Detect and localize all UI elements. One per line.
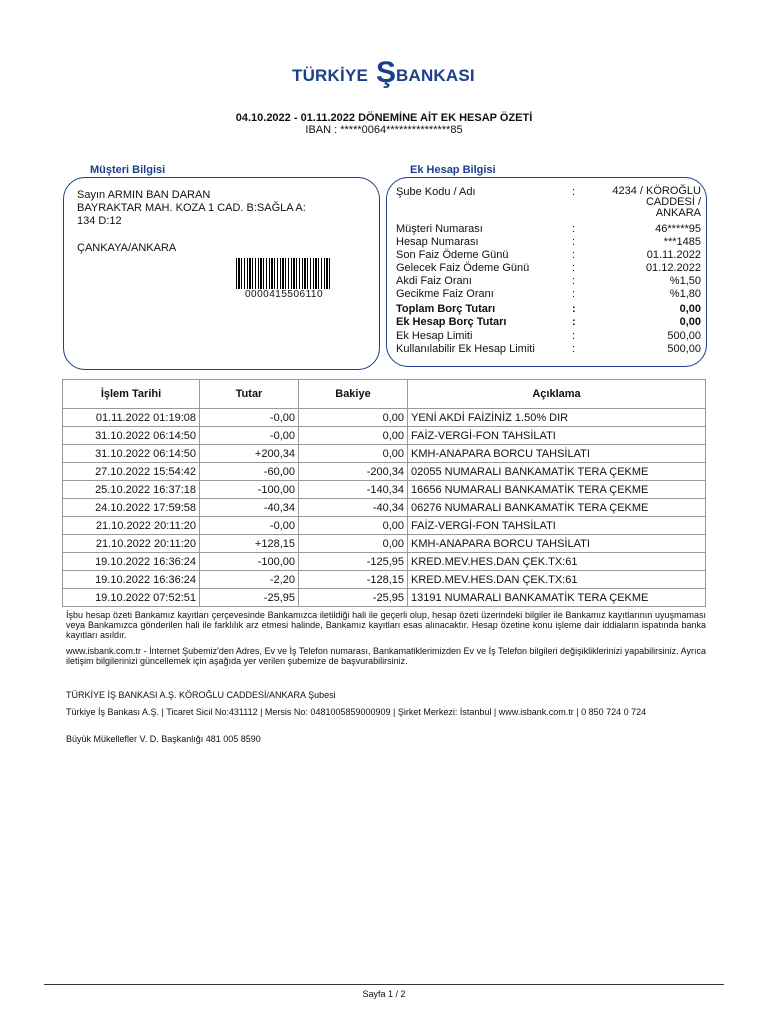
barcode-number: 0000415506110 [232,289,336,300]
info-separator: : [572,316,576,328]
table-row [63,463,706,481]
cell-date: 31.10.2022 06:14:50 [63,445,200,463]
info-value: 500,00 [667,343,701,355]
table-row [63,499,706,517]
cell-balance: 0,00 [299,409,408,427]
info-value: ***1485 [663,236,701,248]
cell-amount: -60,00 [200,463,299,481]
cell-date: 01.11.2022 01:19:08 [63,409,200,427]
cell-balance: -140,34 [299,481,408,499]
footer-divider [44,984,724,985]
cell-amount: -0,00 [200,427,299,445]
info-separator: : [572,236,576,248]
info-label: Ek Hesap Borç Tutarı [396,316,507,328]
info-value: 4234 / KÖROĞLU CADDESİ / ANKARA [612,185,701,219]
customer-section-heading: Müşteri Bilgisi [90,164,166,176]
cell-amount: -2,20 [200,571,299,589]
customer-info-box [63,177,380,370]
cell-description: 16656 NUMARALI BANKAMATİK TERA ÇEKME [408,481,706,499]
info-value: %1,80 [669,288,701,300]
account-section-heading: Ek Hesap Bilgisi [410,164,496,176]
table-row [63,427,706,445]
logo-text-right: BANKASI [396,66,475,85]
account-info-list [396,186,701,366]
info-value: 46*****95 [655,223,701,235]
table-row [63,481,706,499]
cell-balance: -25,95 [299,589,408,607]
barcode-image [236,258,332,290]
cell-balance: 0,00 [299,427,408,445]
info-label: Kullanılabilir Ek Hesap Limiti [396,343,535,355]
table-row [63,553,706,571]
customer-city: ÇANKAYA/ANKARA [77,242,177,254]
branch-name: TÜRKİYE İŞ BANKASI A.Ş. KÖROĞLU CADDESİ/ANKARA Şubesi [66,690,336,700]
transactions-table [62,379,706,607]
info-separator: : [572,275,576,287]
info-row-late-rate [396,288,701,300]
info-value: %1,50 [669,275,701,287]
cell-description: 06276 NUMARALI BANKAMATİK TERA ÇEKME [408,499,706,517]
cell-date: 31.10.2022 06:14:50 [63,427,200,445]
info-separator: : [572,223,576,235]
table-row [63,445,706,463]
cell-description: KMH-ANAPARA BORCU TAHSİLATI [408,445,706,463]
cell-amount: -100,00 [200,481,299,499]
info-value: 0,00 [679,316,701,328]
cell-date: 27.10.2022 15:54:42 [63,463,200,481]
info-row-branch [396,186,701,222]
info-row-last-interest-date [396,249,701,261]
column-header-amount: Tutar [200,380,299,409]
table-row [63,409,706,427]
info-value: 500,00 [667,330,701,342]
info-value: 01.11.2022 [646,249,701,261]
info-label: Son Faiz Ödeme Günü [396,249,509,261]
cell-amount: -0,00 [200,409,299,427]
info-row-next-interest-date [396,262,701,274]
info-row-total-debt [396,303,701,315]
cell-amount: -0,00 [200,517,299,535]
info-separator: : [572,186,576,198]
cell-description: FAİZ-VERGİ-FON TAHSİLATI [408,427,706,445]
web-info-text: www.isbank.com.tr - İnternet Şubemiz'den Adres, Ev ve İş Telefon numarası, Bankamatiklerimizden Ev ve İş Telefon bilgileri değişikliklerinizi yapabilirsiniz. Ayrıca iletişim bilgilerinizi güncellemek için aşağıda yer verilen şubemize de başvurabilirsiniz. [66,646,706,666]
cell-date: 25.10.2022 16:37:18 [63,481,200,499]
info-label: Şube Kodu / Adı [396,186,476,198]
statement-title: 04.10.2022 - 01.11.2022 DÖNEMİNE AİT EK HESAP ÖZETİ [235,112,533,124]
cell-description: KMH-ANAPARA BORCU TAHSİLATI [408,535,706,553]
cell-description: KRED.MEV.HES.DAN ÇEK.TX:61 [408,571,706,589]
cell-description: 13191 NUMARALI BANKAMATİK TERA ÇEKME [408,589,706,607]
cell-date: 19.10.2022 16:36:24 [63,571,200,589]
cell-balance: 0,00 [299,517,408,535]
info-value: 0,00 [679,303,701,315]
bank-logo [292,54,482,98]
cell-description: YENİ AKDİ FAİZİNİZ 1.50% DIR [408,409,706,427]
info-separator: : [572,288,576,300]
cell-balance: -128,15 [299,571,408,589]
cell-amount: +128,15 [200,535,299,553]
table-header-row [63,380,706,409]
table-row [63,517,706,535]
info-row-account-number [396,236,701,248]
info-separator: : [572,330,576,342]
cell-description: 02055 NUMARALI BANKAMATİK TERA ÇEKME [408,463,706,481]
table-row [63,589,706,607]
info-separator: : [572,249,576,261]
cell-date: 21.10.2022 20:11:20 [63,535,200,553]
info-label: Gelecek Faiz Ödeme Günü [396,262,530,274]
customer-address-line1: BAYRAKTAR MAH. KOZA 1 CAD. B:SAĞLA A: [77,202,306,214]
info-value: 01.12.2022 [645,262,701,274]
cell-amount: +200,34 [200,445,299,463]
column-header-balance: Bakiye [299,380,408,409]
cell-balance: -125,95 [299,553,408,571]
customer-name: Sayın ARMIN BAN DARAN [77,189,211,201]
info-label: Müşteri Numarası [396,223,483,235]
info-label: Hesap Numarası [396,236,479,248]
info-row-customer-number [396,223,701,235]
table-row [63,571,706,589]
table-row [63,535,706,553]
iban-line: IBAN : *****0064***************85 [305,124,463,136]
cell-amount: -40,34 [200,499,299,517]
info-row-available-limit [396,343,701,355]
column-header-date: İşlem Tarihi [63,380,200,409]
info-separator: : [572,303,576,315]
cell-balance: 0,00 [299,535,408,553]
info-row-overdraft-limit [396,330,701,342]
page-number: Sayfa 1 / 2 [362,989,406,999]
cell-balance: 0,00 [299,445,408,463]
registry-info: Türkiye İş Bankası A.Ş. | Ticaret Sicil No:431112 | Mersis No: 0481005859000909 | Şirket Merkezi: İstanbul | www.isbank.com.tr | 0 850 724 0 724 [66,707,647,717]
logo-text-left: TÜRKİYE [292,66,369,85]
tax-office: Büyük Mükellefler V. D. Başkanlığı 481 005 8590 [66,734,261,744]
info-label: Akdi Faiz Oranı [396,275,472,287]
cell-description: FAİZ-VERGİ-FON TAHSİLATI [408,517,706,535]
info-label: Toplam Borç Tutarı [396,303,496,315]
info-row-overdraft-debt [396,316,701,328]
column-header-description: Açıklama [408,380,706,409]
customer-address-line2: 134 D:12 [77,215,122,227]
info-label: Gecikme Faiz Oranı [396,288,494,300]
disclaimer-text: İşbu hesap özeti Bankamız kayıtları çerçevesinde Bankamızca iletildiği hali ile geçerli olup, hesap özeti üzerindeki bilgiler ile Bankamız kayıtlarının uyuşmaması veya Bankamızca gönderilen hali ile farklılık arz etmesi halinde, Bankamız kayıtları esas alınacaktır. Hesap özetine konu işleme dair iddiaların ispatında banka kayıtları asıldır. [66,610,706,640]
cell-description: KRED.MEV.HES.DAN ÇEK.TX:61 [408,553,706,571]
cell-amount: -100,00 [200,553,299,571]
cell-date: 21.10.2022 20:11:20 [63,517,200,535]
cell-date: 19.10.2022 07:52:51 [63,589,200,607]
logo-mark: Ş [376,56,397,89]
cell-date: 19.10.2022 16:36:24 [63,553,200,571]
info-row-contract-rate [396,275,701,287]
cell-balance: -200,34 [299,463,408,481]
cell-date: 24.10.2022 17:59:58 [63,499,200,517]
cell-amount: -25,95 [200,589,299,607]
info-separator: : [572,343,576,355]
info-separator: : [572,262,576,274]
info-label: Ek Hesap Limiti [396,330,473,342]
cell-balance: -40,34 [299,499,408,517]
